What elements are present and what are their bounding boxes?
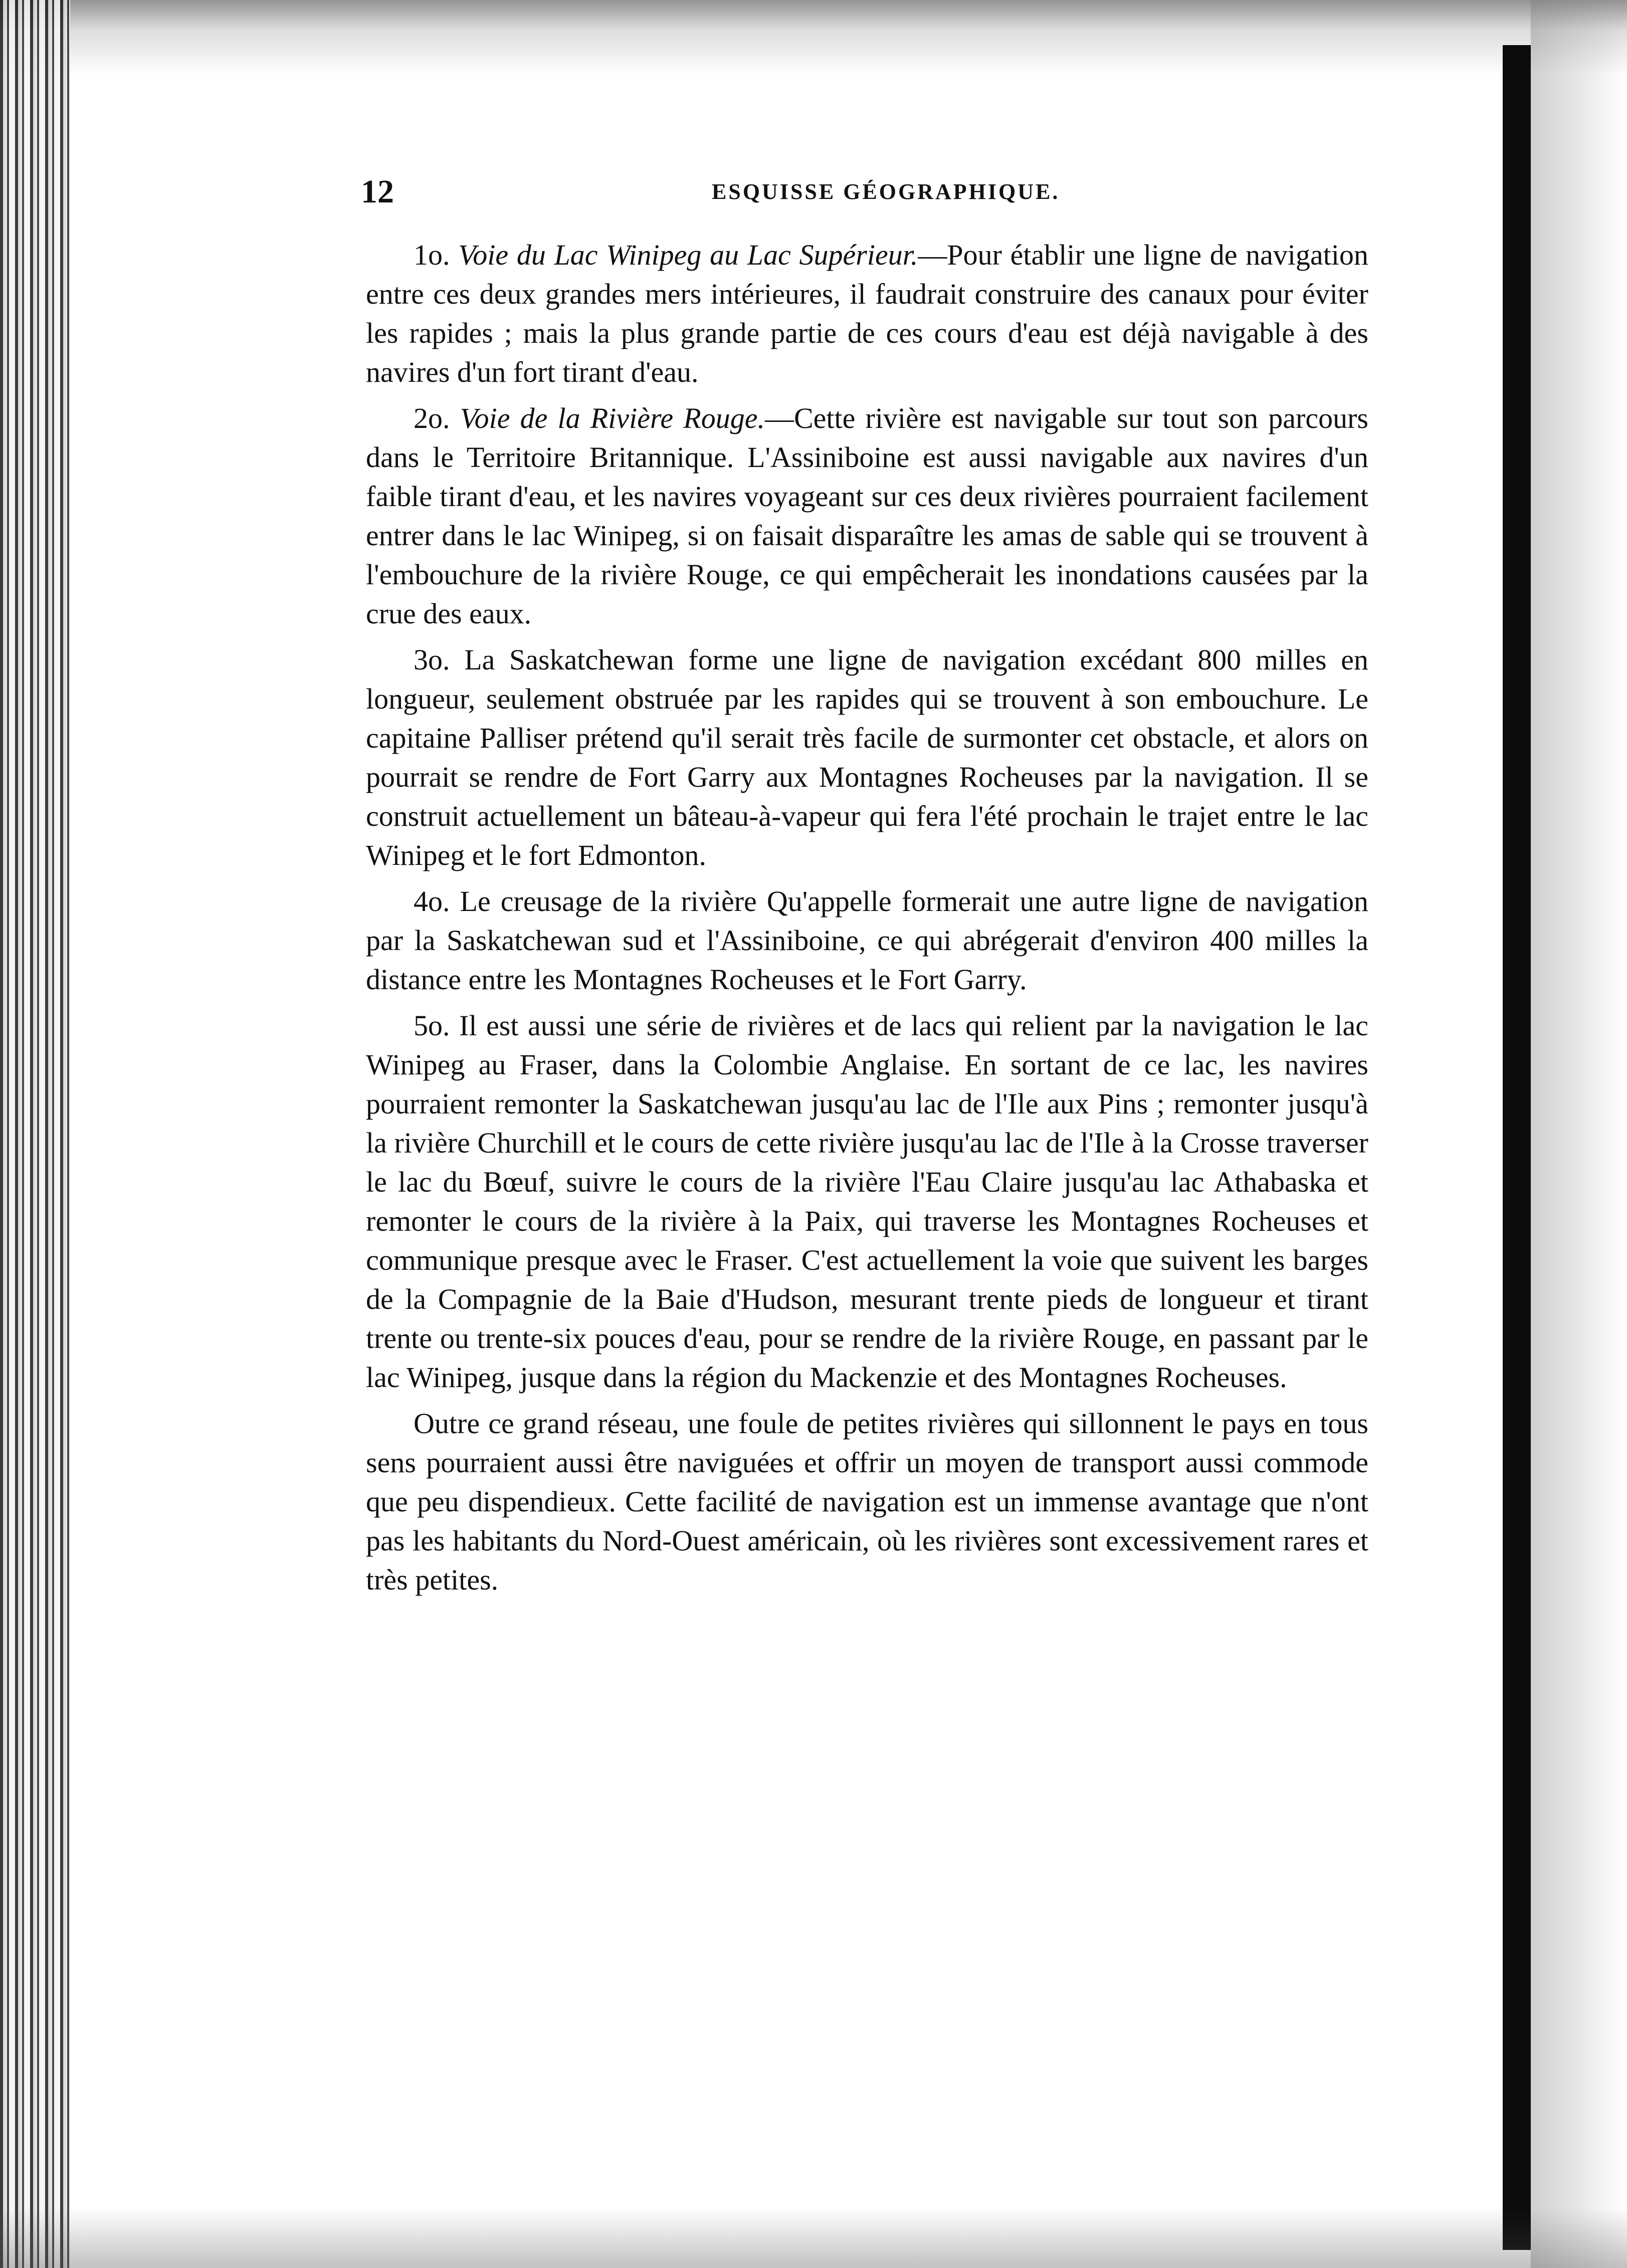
paragraph-lead: 2o. [414, 402, 450, 434]
paragraph-title: Voie du Lac Winipeg au Lac Supérieur. [458, 239, 918, 271]
running-title: ESQUISSE GÉOGRAPHIQUE. [712, 179, 1060, 204]
page-header [361, 173, 1484, 218]
scan-right-bar [1503, 45, 1531, 2250]
paragraph-1 [366, 236, 1368, 392]
paragraph-text: Il est aussi une série de rivières et de lacs qui relient par la navigation le lac Winipeg au Fraser, dans la Colombie Anglaise. En sortant de ce lac, les navires pourraient remonter la Saskatchewan jusqu'au lac de l'Ile aux Pins ; remonter jusqu'à la rivière Churchill et le cours de cette rivière jusqu'au lac de l'Ile à la Crosse traverser le lac du Bœuf, suivre le cours de la rivière l'Eau Claire jusqu'au lac Athabaska et remonter le cours de la rivière à la Paix, qui traverse les Montagnes Rocheuses et communique presque avec le Fraser. C'est actuellement la voie que suivent les barges de la Compagnie de la Baie d'Hudson, mesurant trente pieds de longueur et tirant trente ou trente-six pouces d'eau, pour se rendre de la rivière Rouge, en passant par le lac Winipeg, jusque dans la région du Mackenzie et des Montagnes Rocheuses. [366, 1009, 1368, 1394]
paragraph-text: Le creusage de la rivière Qu'appelle formerait une autre ligne de navigation par la Saskatchewan sud et l'Assiniboine, ce qui abrégerait d'environ 400 milles la distance entre les Montagnes Rocheuses et le Fort Garry. [366, 885, 1368, 996]
paragraph-text: La Saskatchewan forme une ligne de navigation excédant 800 milles en longueur, seulement obstruée par les rapides qui se trouvent à son embouchure. Le capitaine Palliser prétend qu'il serait très facile de surmonter cet obstacle, et alors on pourrait se rendre de Fort Garry aux Montagnes Rocheuses par la navigation. Il se construit actuellement un bâteau-à-vapeur qui fera l'été prochain le trajet entre le lac Winipeg et le fort Edmonton. [366, 643, 1369, 871]
paragraph-5 [366, 1006, 1368, 1397]
paragraph-lead: 3o. [414, 643, 450, 676]
scan-top-shadow [0, 0, 1627, 75]
paragraph-title: Voie de la Rivière Rouge. [460, 402, 765, 434]
paragraph-6 [366, 1404, 1368, 1600]
scan-bottom-shadow [0, 2208, 1627, 2268]
paragraph-4 [366, 882, 1368, 999]
paragraph-lead: 1o. [414, 239, 450, 271]
page-number: 12 [361, 173, 394, 210]
scan-binding-edge [0, 0, 70, 2268]
scan-right-margin [1531, 0, 1627, 2268]
paragraph-lead: 5o. [414, 1009, 450, 1042]
body-text [366, 236, 1368, 1607]
paragraph-text: —Pour établir une ligne de navigation entre ces deux grandes mers intérieures, il faudrait construire des canaux pour éviter les rapides ; mais la plus grande partie de ces cours d'eau est déjà navigable à des navires d'un fort tirant d'eau. [366, 239, 1368, 388]
paragraph-2 [366, 399, 1368, 633]
paragraph-text: Outre ce grand réseau, une foule de petites rivières qui sillonnent le pays en tous sens pourraient aussi être naviguées et offrir un moyen de transport aussi commode que peu dispendieux. Cette facilité de navigation est un immense avantage que n'ont pas les habitants du Nord-Ouest américain, où les rivières sont excessivement rares et très petites. [366, 1407, 1368, 1596]
paragraph-text: —Cette rivière est navigable sur tout son parcours dans le Territoire Britannique. L'Assiniboine est aussi navigable aux navires d'un faible tirant d'eau, et les navires voyageant sur ces deux rivières pourraient facilement entrer dans le lac Winipeg, si on faisait disparaître les amas de sable qui se trouvent à l'embouchure de la rivière Rouge, ce qui empêcherait les inondations causées par la crue des eaux. [366, 402, 1368, 630]
paragraph-3 [366, 640, 1368, 875]
paragraph-lead: 4o. [414, 885, 450, 918]
